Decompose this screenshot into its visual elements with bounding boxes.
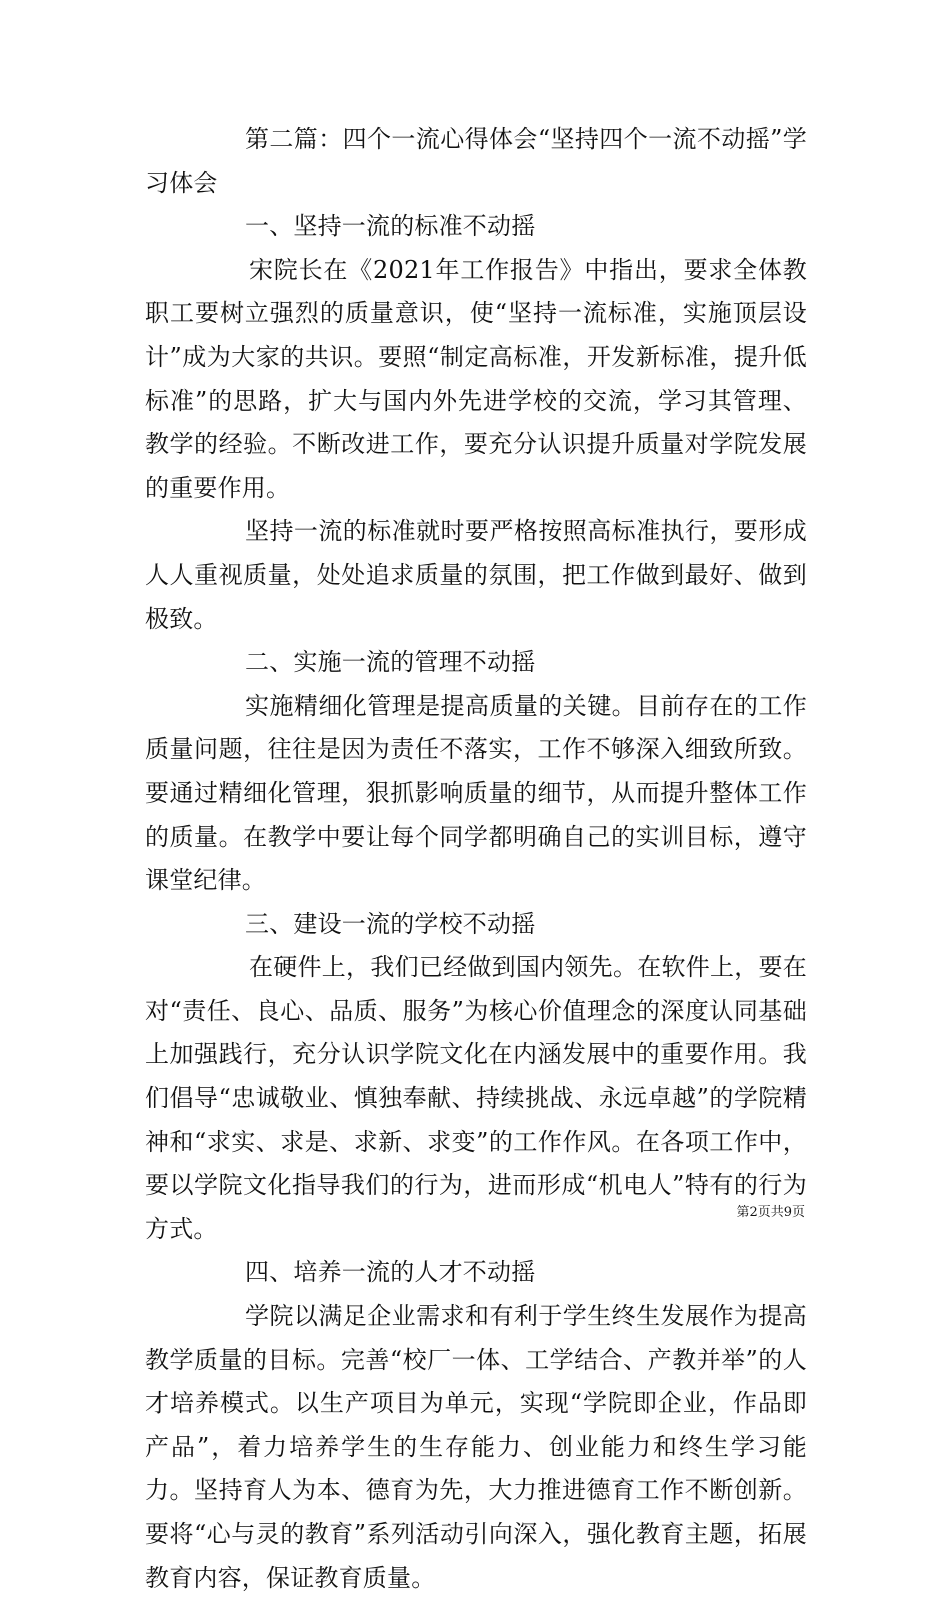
section-heading-1: 一、坚持一流的标准不动摇 (245, 212, 536, 241)
page-number-footer: 第2页共9页 (736, 1205, 805, 1220)
section-heading-3: 三、建设一流的学校不动摇 (245, 909, 536, 938)
section-heading-2: 二、实施一流的管理不动摇 (245, 648, 536, 677)
section-2-paragraph-1: 实施精细化管理是提高质量的关键。目前存在的工作质量问题，往往是因为责任不落实，工作不够深入细致所致。要通过精细化管理，狠抓影响质量的细节，从而提升整体工作的质量。在教学中要让每个同学都明确自己的实训目标，遵守课堂纪律。 (145, 691, 807, 895)
section-3-paragraph-1: 在硬件上，我们已经做到国内领先。在软件上，要在对“责任、良心、品质、服务”为核心价值理念的深度认同基础上加强践行，充分认识学院文化在内涵发展中的重要作用。我们倡导“忠诚敬业、慎独奉献、持续挑战、永远卓越”的学院精神和“求实、求是、求新、求变”的工作作风。在各项工作中，要以学院文化指导我们的行为，进而形成“机电人”特有的行为方式。 (145, 953, 807, 1243)
section-1-paragraph-1: 宋院长在《2021年工作报告》中指出，要求全体教职工要树立强烈的质量意识，使“坚持一流标准，实施顶层设计”成为大家的共识。要照“制定高标准，开发新标准，提升低标准”的思路，扩大与国内外先进学校的交流，学习其管理、教学的经验。不断改进工作，要充分认识提升质量对学院发展的重要作用。 (145, 255, 807, 502)
document-title: 第二篇：四个一流心得体会“坚持四个一流不动摇”学习体会 (145, 125, 807, 197)
section-1-paragraph-2: 坚持一流的标准就时要严格按照高标准执行，要形成人人重视质量，处处追求质量的氛围，把工作做到最好、做到极致。 (145, 517, 807, 633)
section-heading-4: 四、培养一流的人才不动摇 (245, 1258, 536, 1287)
section-4-paragraph-1: 学院以满足企业需求和有利于学生终生发展作为提高教学质量的目标。完善“校厂一体、工学结合、产教并举”的人才培养模式。以生产项目为单元，实现“学院即企业，作品即产品”，着力培养学生的生存能力、创业能力和终生学习能力。坚持育人为本、德育为先，大力推进德育工作不断创新。要将“心与灵的教育”系列活动引向深入，强化教育主题，拓展教育内容，保证教育质量。 (145, 1302, 807, 1592)
document-body (145, 118, 807, 1600)
